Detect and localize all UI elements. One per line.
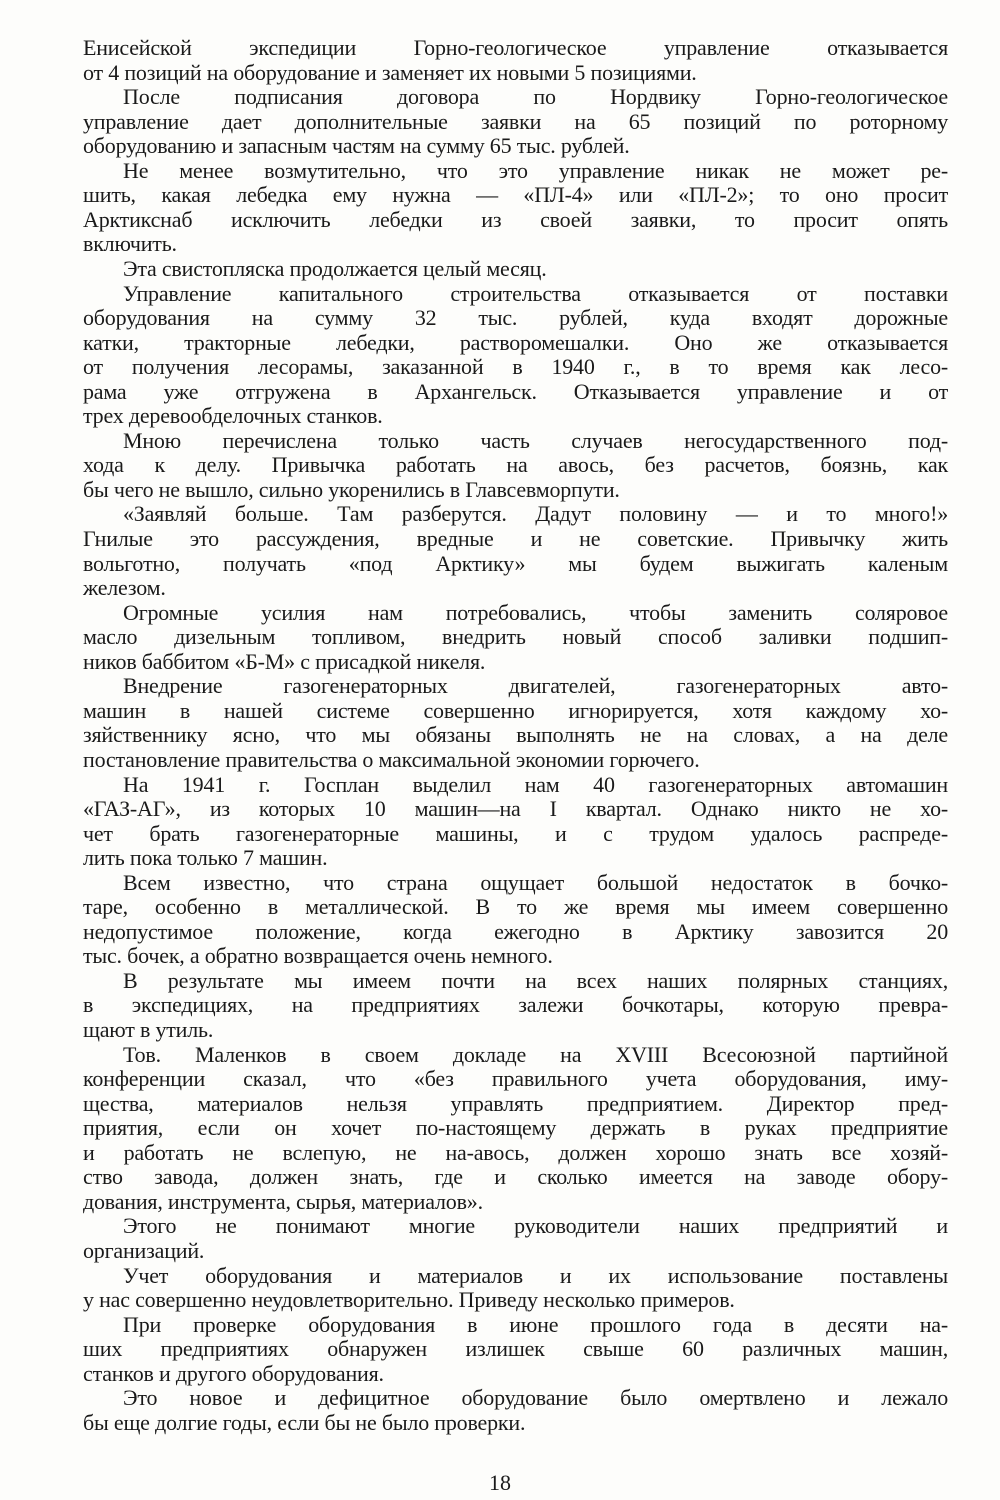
text-line: оборудования на сумму 32 тыс. рублей, куда входят дорожные — [83, 305, 948, 331]
text-line: Всем известно, что страна ощущает большой недостаток в бочко- — [123, 869, 948, 895]
text-line: Это новое и дефицитное оборудование было омертвлено и лежало — [123, 1385, 948, 1411]
text-line: После подписания договора по Нордвику Горно-геологическое — [123, 84, 948, 110]
text-line: Учет оборудования и материалов и их использование поставлены — [123, 1262, 948, 1288]
text-line: бы чего не вышло, сильно укоренились в Главсевморпути. — [83, 476, 620, 502]
text-line: шить, какая лебедка ему нужна — «ПЛ-4» или «ПЛ-2»; то оно просит — [83, 182, 948, 208]
text-line: приятия, если он хочет по-настоящему держать в руках предприятие — [83, 1115, 948, 1141]
text-line: Внедрение газогенераторных двигателей, газогенераторных авто- — [123, 673, 948, 699]
text-line: «ГАЗ-АГ», из которых 10 машин—на I квартал. Однако никто не хо- — [83, 796, 948, 822]
text-line: в экспедициях, на предприятиях залежи бочкотары, которую превра- — [83, 992, 948, 1018]
text-line: При проверке оборудования в июне прошлого года в десяти на- — [123, 1311, 948, 1337]
text-line: зяйственнику ясно, что мы обязаны выполнять не на словах, а на деле — [83, 722, 948, 748]
text-line: чет брать газогенераторные машины, и с трудом удалось распреде- — [83, 820, 948, 846]
text-line: лить пока только 7 машин. — [83, 845, 328, 871]
text-line: от получения лесорамы, заказанной в 1940 г., в то время как лесо- — [83, 354, 948, 380]
text-line: трех деревообделочных станков. — [83, 403, 383, 429]
text-line: дования, инструмента, сырья, материалов». — [83, 1188, 483, 1214]
text-line: катки, тракторные лебедки, растворомешалки. Оно же отказывается — [83, 329, 948, 355]
text-line: Не менее возмутительно, что это управление никак не может ре- — [123, 157, 948, 183]
text-line: и работать не вслепую, не на-авось, должен хорошо знать все хозяй- — [83, 1139, 948, 1165]
text-line: Эта свистопляска продолжается целый месяц. — [123, 255, 547, 281]
text-line: конференции сказал, что «без правильного учета оборудования, иму- — [83, 1066, 948, 1092]
text-line: рама уже отгружена в Архангельск. Отказывается управление и от — [83, 378, 948, 404]
text-line: оборудованию и запасным частям на сумму 65 тыс. рублей. — [83, 133, 630, 159]
text-line: постановление правительства о максимальной экономии горючего. — [83, 746, 700, 772]
text-line: машин в нашей системе совершенно игнорируется, хотя каждому хо- — [83, 697, 948, 723]
text-line: На 1941 г. Госплан выделил нам 40 газогенераторных автомашин — [123, 771, 948, 797]
text-line: организаций. — [83, 1237, 205, 1263]
text-line: «Заявляй больше. Там разберутся. Дадут половину — и то много!» — [123, 501, 948, 527]
text-line: Арктикснаб исключить лебедки из своей заявки, то просит опять — [83, 206, 948, 232]
text-line: недопустимое положение, когда ежегодно в Арктику завозится 20 — [83, 918, 948, 944]
text-line: у нас совершенно неудовлетворительно. Приведу несколько примеров. — [83, 1287, 735, 1313]
text-line: ников баббитом «Б-М» с присадкой никеля. — [83, 648, 486, 674]
text-line: хода к делу. Привычка работать на авось, без расчетов, боязнь, как — [83, 452, 948, 478]
text-line: масло дизельным топливом, внедрить новый способ заливки подшип- — [83, 624, 948, 650]
text-line: Этого не понимают многие руководители наших предприятий и — [123, 1213, 948, 1239]
text-line: таре, особенно в металлической. В то же время мы имеем совершенно — [83, 894, 948, 920]
text-line: Тов. Маленков в своем докладе на XVIII Всесоюзной партийной — [123, 1041, 948, 1067]
text-line: включить. — [83, 231, 177, 257]
text-line: Гнилые это рассуждения, вредные и не советские. Привычку жить — [83, 526, 948, 551]
text-line: вольготно, получать «под Арктику» мы будем выжигать каленым — [83, 550, 948, 576]
text-line: от 4 позиций на оборудование и заменяет их новыми 5 позициями. — [83, 59, 697, 85]
text-line: Мною перечислена только часть случаев негосударственного под- — [123, 427, 948, 453]
text-line: Огромные усилия нам потребовались, чтобы заменить соляровое — [123, 599, 948, 625]
text-line: ших предприятиях обнаружен излишек свыше 60 различных машин, — [83, 1336, 948, 1362]
text-line: щества, материалов нельзя управлять предприятием. Директор пред- — [83, 1090, 948, 1116]
text-line: бы еще долгие годы, если бы не было проверки. — [83, 1409, 526, 1435]
text-line: Управление капитального строительства отказывается от поставки — [123, 280, 948, 306]
text-line: В результате мы имеем почти на всех наших полярных станциях, — [123, 967, 948, 993]
text-line: щают в утиль. — [83, 1017, 214, 1042]
page-number: 18 — [489, 1470, 511, 1495]
text-line: управление дает дополнительные заявки на 65 позиций по роторному — [83, 108, 948, 134]
text-line: ство завода, должен знать, где и сколько имеется на заводе обору- — [83, 1164, 948, 1190]
text-line: тыс. бочек, а обратно возвращается очень немного. — [83, 943, 553, 969]
text-line: Енисейской экспедиции Горно-геологическое управление отказывается — [83, 35, 948, 60]
text-line: железом. — [83, 575, 166, 601]
text-line: станков и другого оборудования. — [83, 1360, 384, 1386]
